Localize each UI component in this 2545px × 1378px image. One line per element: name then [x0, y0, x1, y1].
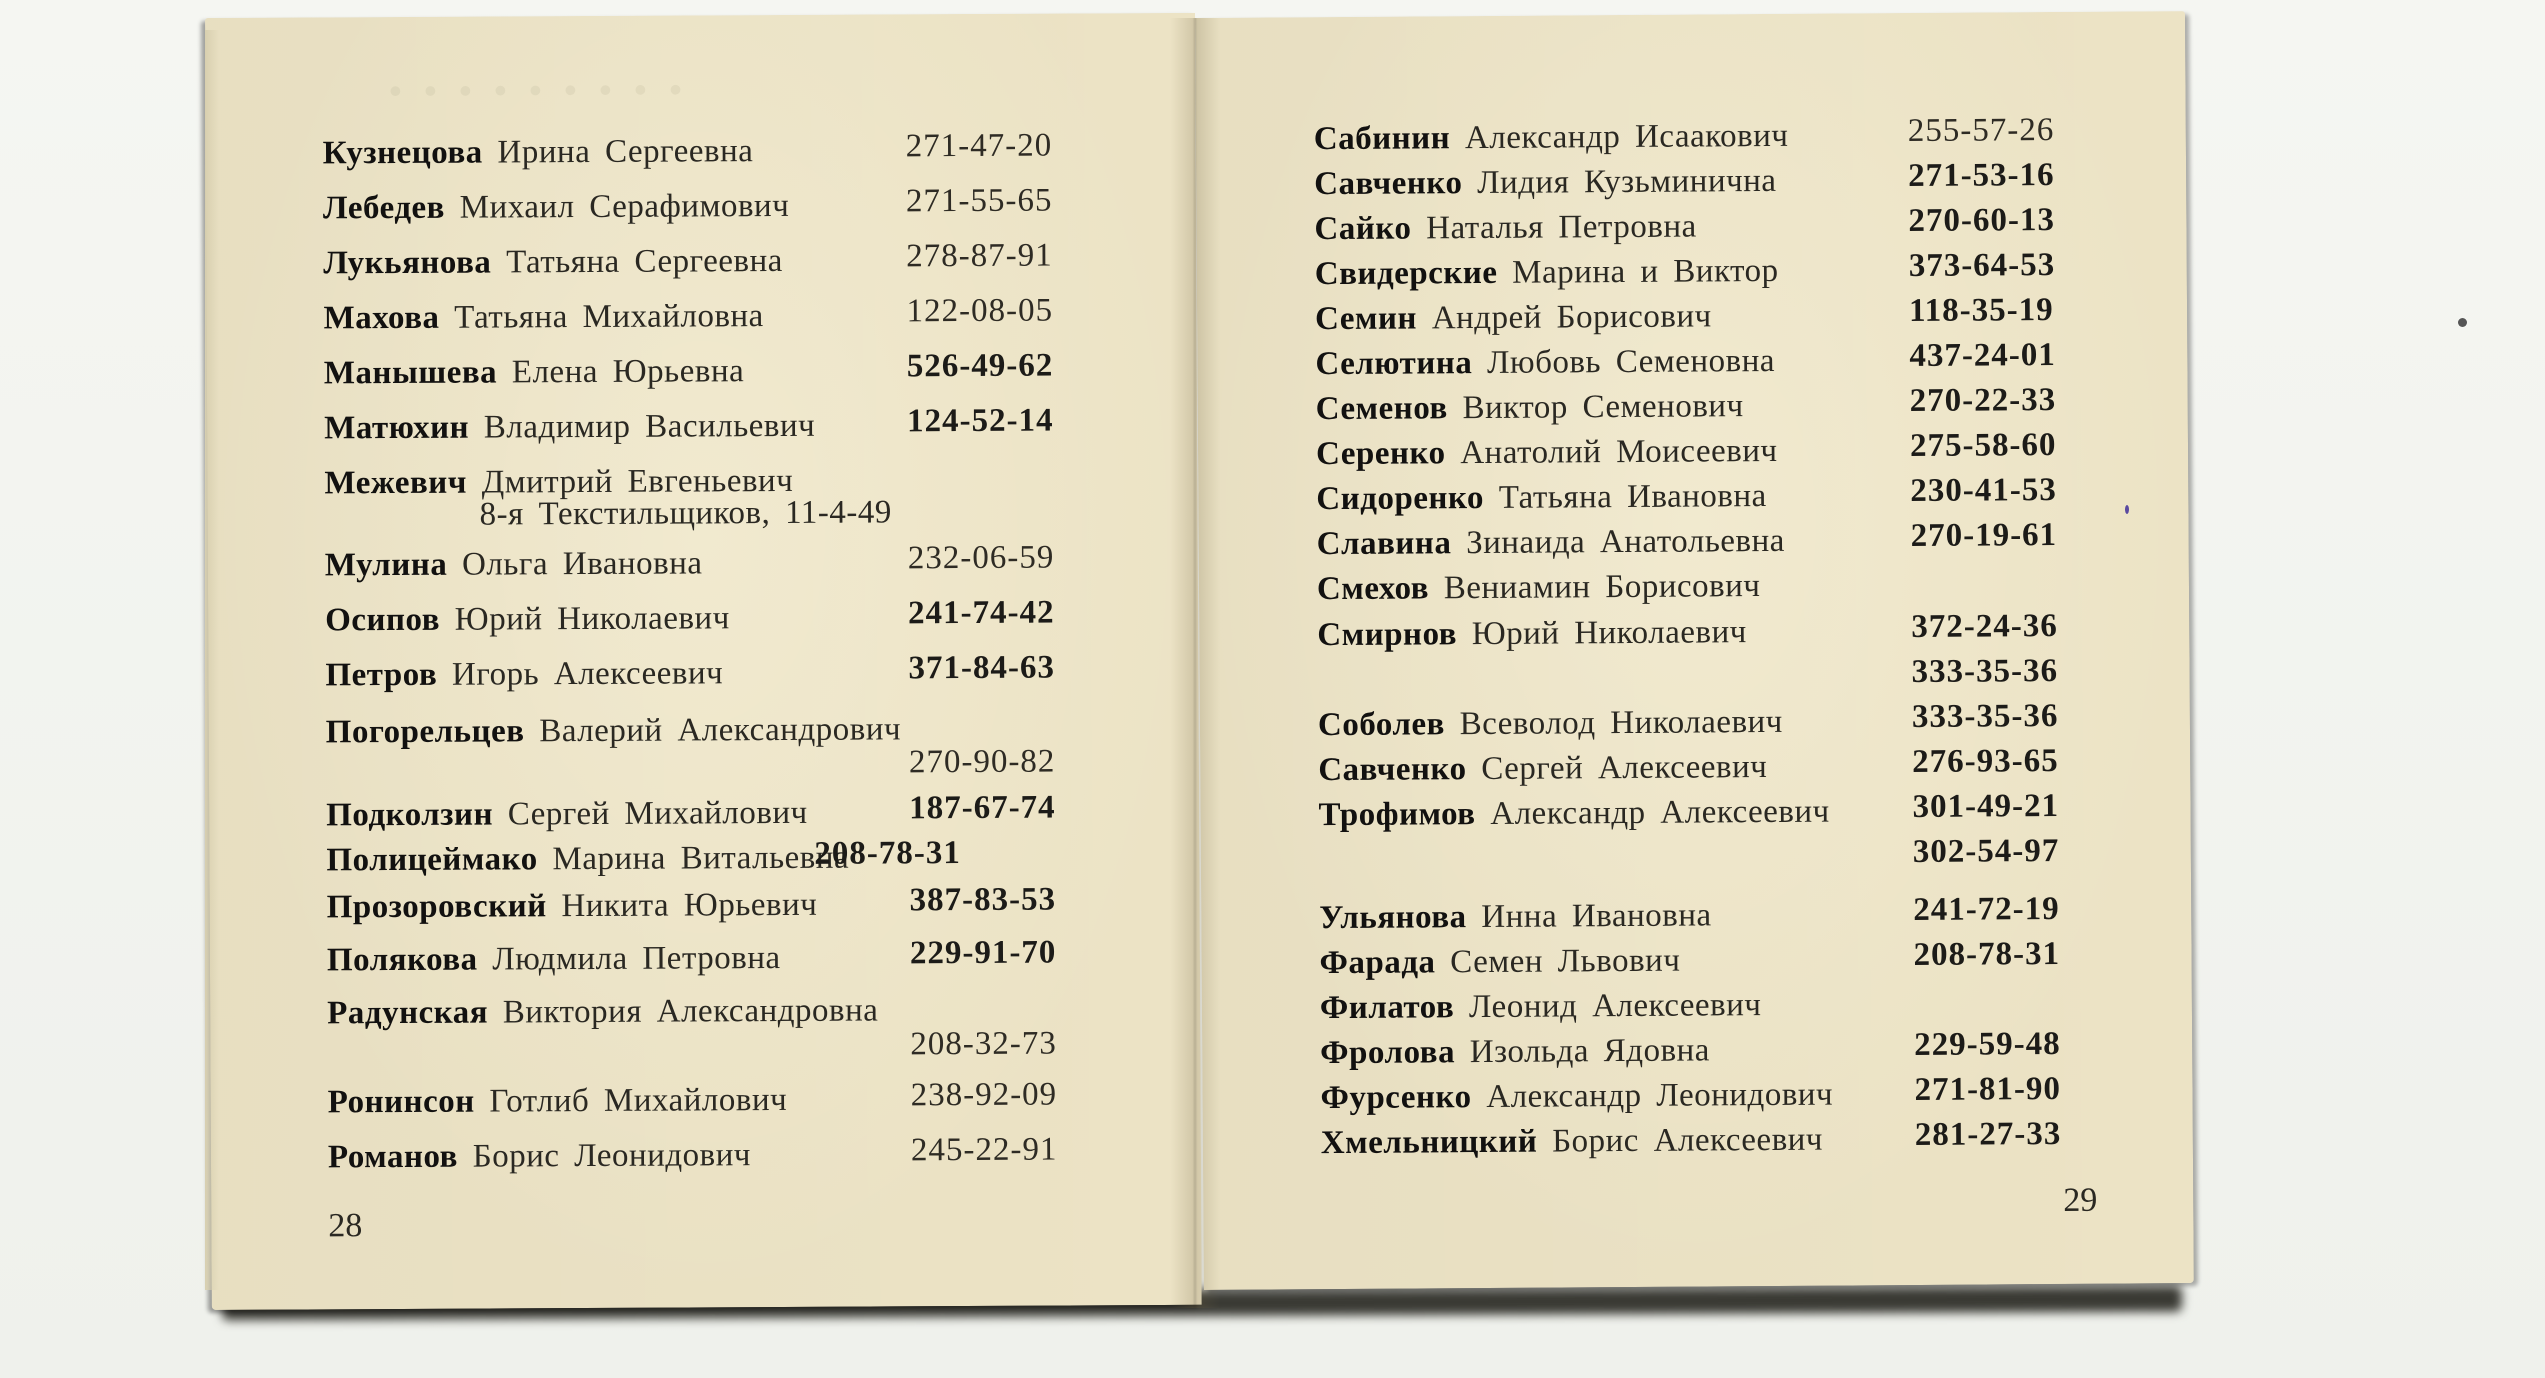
directory-entry: Манышева Елена Юрьевна [323, 353, 745, 392]
directory-entry: Филатов Леонид Алексеевич [1319, 987, 1762, 1027]
phone-number: 229-59-48 [1914, 1025, 2061, 1064]
phone-number: 255-57-26 [1907, 112, 2055, 150]
directory-entry: Петров Игорь Алексеевич [325, 655, 724, 694]
directory-entry: Радунская Виктория Александровна [327, 992, 879, 1032]
directory-entry: Славина Зинаида Анатольевна [1316, 522, 1785, 563]
phone-number-secondary: 302-54-97 [1912, 832, 2060, 871]
directory-entry: Серенко Анатолий Моисеевич [1315, 432, 1778, 473]
directory-entry: Романов Борис Леонидович [327, 1137, 752, 1176]
phone-number: 270-90-82 [908, 743, 1056, 781]
right-page-text [1195, 11, 2194, 1308]
phone-number: 241-72-19 [1913, 890, 2060, 929]
directory-entry: Полякова Людмила Петровна [326, 939, 781, 979]
directory-entry: Фарада Семен Львович [1319, 942, 1681, 982]
directory-entry: Фурсенко Александр Леонидович [1320, 1076, 1834, 1117]
phone-number: 271-53-16 [1907, 157, 2055, 195]
phone-number: 301-49-21 [1912, 787, 2060, 826]
phone-number: 208-78-31 [814, 835, 961, 872]
page-edge [205, 30, 219, 1290]
directory-entry: Погорельцев Валерий Александрович [325, 711, 902, 751]
phone-number: 208-78-31 [1913, 935, 2061, 974]
phone-number: 271-47-20 [905, 127, 1053, 165]
phone-number: 230-41-53 [1910, 471, 2057, 510]
directory-entry: Семенов Виктор Семенович [1315, 388, 1744, 428]
directory-entry: Мулина Ольга Ивановна [324, 545, 703, 584]
phone-number: 270-19-61 [1910, 516, 2058, 555]
phone-number: 276-93-65 [1912, 742, 2059, 781]
directory-entry: Сабинин Александр Исаакович [1313, 117, 1789, 158]
directory-entry: Савченко Сергей Алексеевич [1318, 749, 1768, 789]
directory-entry: Трофимов Александр Алексеевич [1318, 793, 1830, 834]
directory-entry: Семин Андрей Борисович [1314, 298, 1712, 338]
phone-number: 245-22-91 [910, 1131, 1058, 1169]
phone-number: 437-24-01 [1909, 336, 2056, 375]
ink-mark [2125, 505, 2129, 514]
phone-number: 373-64-53 [1908, 247, 2056, 285]
book-spine-gutter [1170, 18, 1220, 1308]
phone-number: 241-74-42 [908, 594, 1055, 632]
phone-number: 232-06-59 [907, 539, 1055, 577]
directory-entry: Смирнов Юрий Николаевич [1317, 614, 1747, 654]
directory-entry: Хмельницкий Борис Алексеевич [1320, 1121, 1824, 1162]
phone-number: 275-58-60 [1909, 426, 2057, 465]
left-page-text [205, 13, 1202, 1308]
phone-number: 118-35-19 [1908, 292, 2054, 330]
page-number: 29 [2063, 1181, 2098, 1219]
phone-number: 208-32-73 [910, 1025, 1057, 1063]
phone-number: 270-22-33 [1909, 381, 2057, 420]
directory-entry: Межевич Дмитрий Евгеньевич [324, 462, 794, 502]
directory-entry: Лебедев Михаил Серафимович [322, 187, 790, 227]
directory-entry: Прозоровский Никита Юрьевич [326, 886, 818, 926]
directory-entry: Фролова Изольда Ядовна [1320, 1032, 1711, 1072]
phone-number-secondary: 333-35-36 [1911, 652, 2059, 691]
phone-number: 229-91-70 [909, 934, 1057, 972]
phone-number: 526-49-62 [906, 347, 1054, 385]
directory-entry: Махова Татьяна Михайловна [323, 298, 764, 337]
phone-number: 271-55-65 [905, 182, 1053, 220]
directory-entry: Свидерские Марина и Виктор [1314, 252, 1779, 293]
phone-number: 124-52-14 [907, 402, 1054, 440]
directory-entry: Кузнецова Ирина Сергеевна [322, 133, 754, 172]
left-page [205, 13, 1202, 1310]
directory-entry: Ронинсон Готлиб Михайлович [327, 1081, 788, 1121]
dust-speck [2458, 318, 2467, 327]
phone-number: 187-67-74 [909, 789, 1056, 827]
phone-number: 387-83-53 [909, 881, 1057, 919]
phone-number: 333-35-36 [1911, 697, 2059, 736]
bleed-through-text: · · · · · · · · · [385, 56, 686, 125]
phone-number: 372-24-36 [1911, 607, 2058, 646]
phone-number: 281-27-33 [1914, 1115, 2062, 1154]
address-line: 8-я Текстильщиков, 11-4-49 [479, 494, 892, 533]
directory-entry: Осипов Юрий Николаевич [325, 600, 730, 639]
right-page [1195, 11, 2194, 1290]
phone-number: 122-08-05 [906, 292, 1054, 330]
directory-entry: Ульянова Инна Ивановна [1319, 897, 1712, 937]
directory-entry: Соболев Всеволод Николаевич [1317, 703, 1783, 744]
directory-entry: Савченко Лидия Кузьминична [1314, 162, 1777, 203]
directory-entry: Сидоренко Татьяна Ивановна [1316, 478, 1767, 518]
directory-entry: Сайко Наталья Петровна [1314, 208, 1697, 248]
phone-number: 238-92-09 [910, 1076, 1058, 1114]
phone-number: 270-60-13 [1908, 202, 2056, 240]
directory-entry: Лукьянова Татьяна Сергеевна [323, 242, 783, 282]
phone-number: 371-84-63 [908, 649, 1055, 687]
directory-entry: Смехов Вениамин Борисович [1316, 568, 1761, 608]
phone-number: 278-87-91 [906, 237, 1053, 275]
directory-entry: Подколзин Сергей Михайлович [326, 794, 808, 834]
directory-entry: Селютина Любовь Семеновна [1315, 342, 1776, 383]
directory-entry: Полицеймако Марина Витальевна [326, 839, 850, 879]
directory-entry: Матюхин Владимир Васильевич [324, 407, 816, 447]
page-number: 28 [328, 1207, 363, 1245]
phone-number: 271-81-90 [1914, 1070, 2062, 1109]
